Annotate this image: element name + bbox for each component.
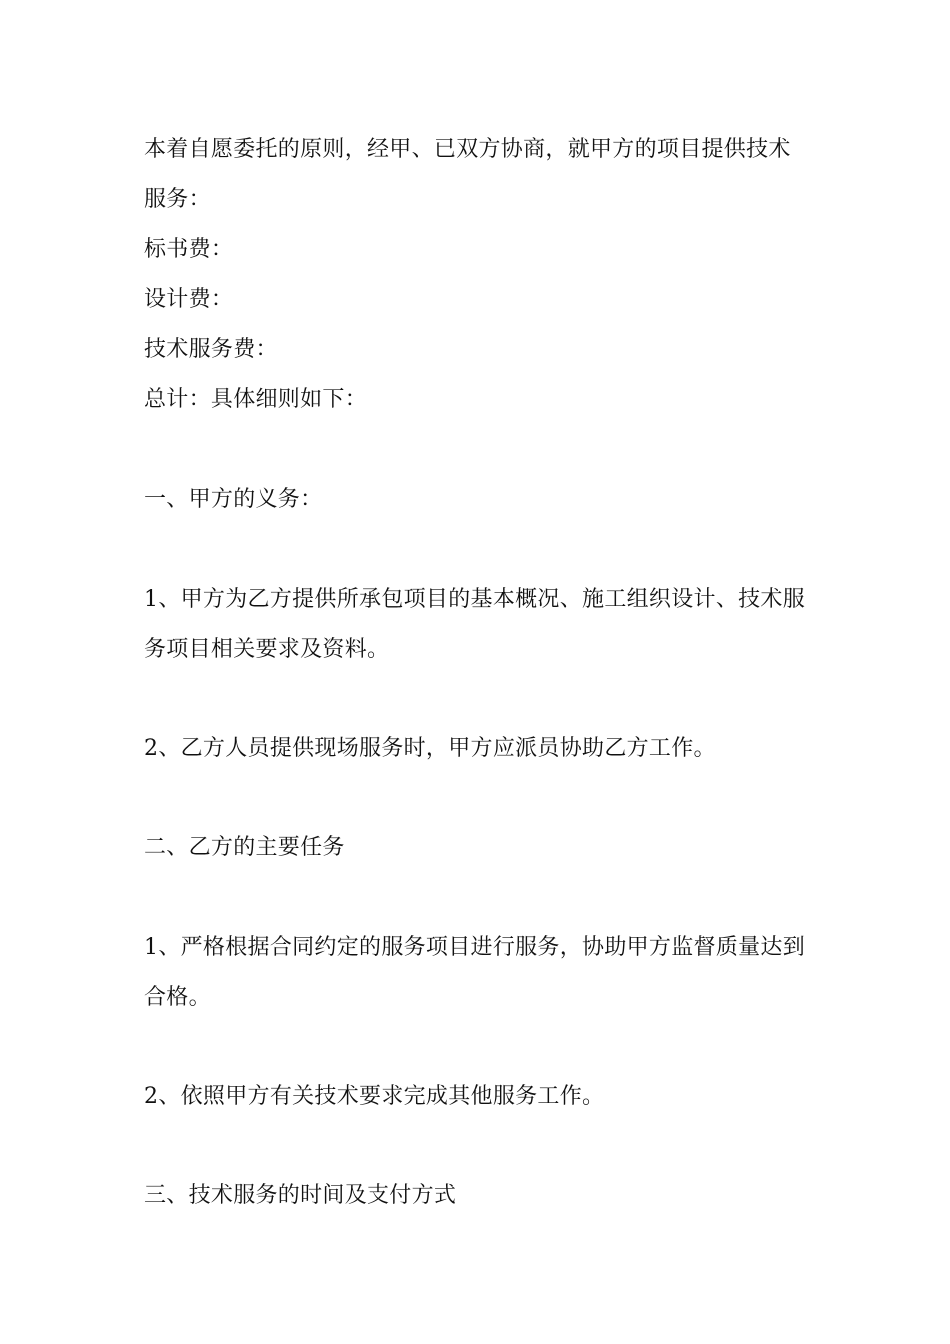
item-number: 1 <box>144 935 159 960</box>
item-text: 、乙方人员提供现场服务时，甲方应派员协助乙方工作。 <box>158 736 716 761</box>
section-2-heading: 二、乙方的主要任务 <box>144 835 345 860</box>
item-text: 、严格根据合同约定的服务项目进行服务，协助甲方监督质量达到 <box>158 935 806 960</box>
item-number: 1 <box>144 587 159 612</box>
total-line: 总计：具体细则如下： <box>144 387 368 412</box>
section-1-item-1-line-2: 务项目相关要求及资料。 <box>144 637 390 662</box>
service-fee-line: 技术服务费： <box>144 337 278 362</box>
design-fee-line: 设计费： <box>144 287 234 312</box>
section-2-item-2 <box>144 1082 604 1112</box>
section-1-item-1-line-1 <box>144 585 805 615</box>
section-1-heading: 一、甲方的义务： <box>144 487 323 512</box>
intro-text-line-1: 本着自愿委托的原则，经甲、已双方协商，就甲方的项目提供技术 <box>144 137 791 162</box>
item-number: 2 <box>144 1084 159 1109</box>
item-text: 、依照甲方有关技术要求完成其他服务工作。 <box>158 1084 605 1109</box>
intro-text-line-2: 服务： <box>144 187 211 212</box>
section-2-item-1-line-1 <box>144 933 805 963</box>
bid-fee-line: 标书费： <box>144 237 234 262</box>
item-text: 、甲方为乙方提供所承包项目的基本概况、施工组织设计、技术服 <box>158 587 806 612</box>
item-number: 2 <box>144 736 159 761</box>
section-2-item-1-line-2: 合格。 <box>144 985 211 1010</box>
section-3-heading: 三、技术服务的时间及支付方式 <box>144 1183 457 1208</box>
section-1-item-2 <box>144 734 716 764</box>
